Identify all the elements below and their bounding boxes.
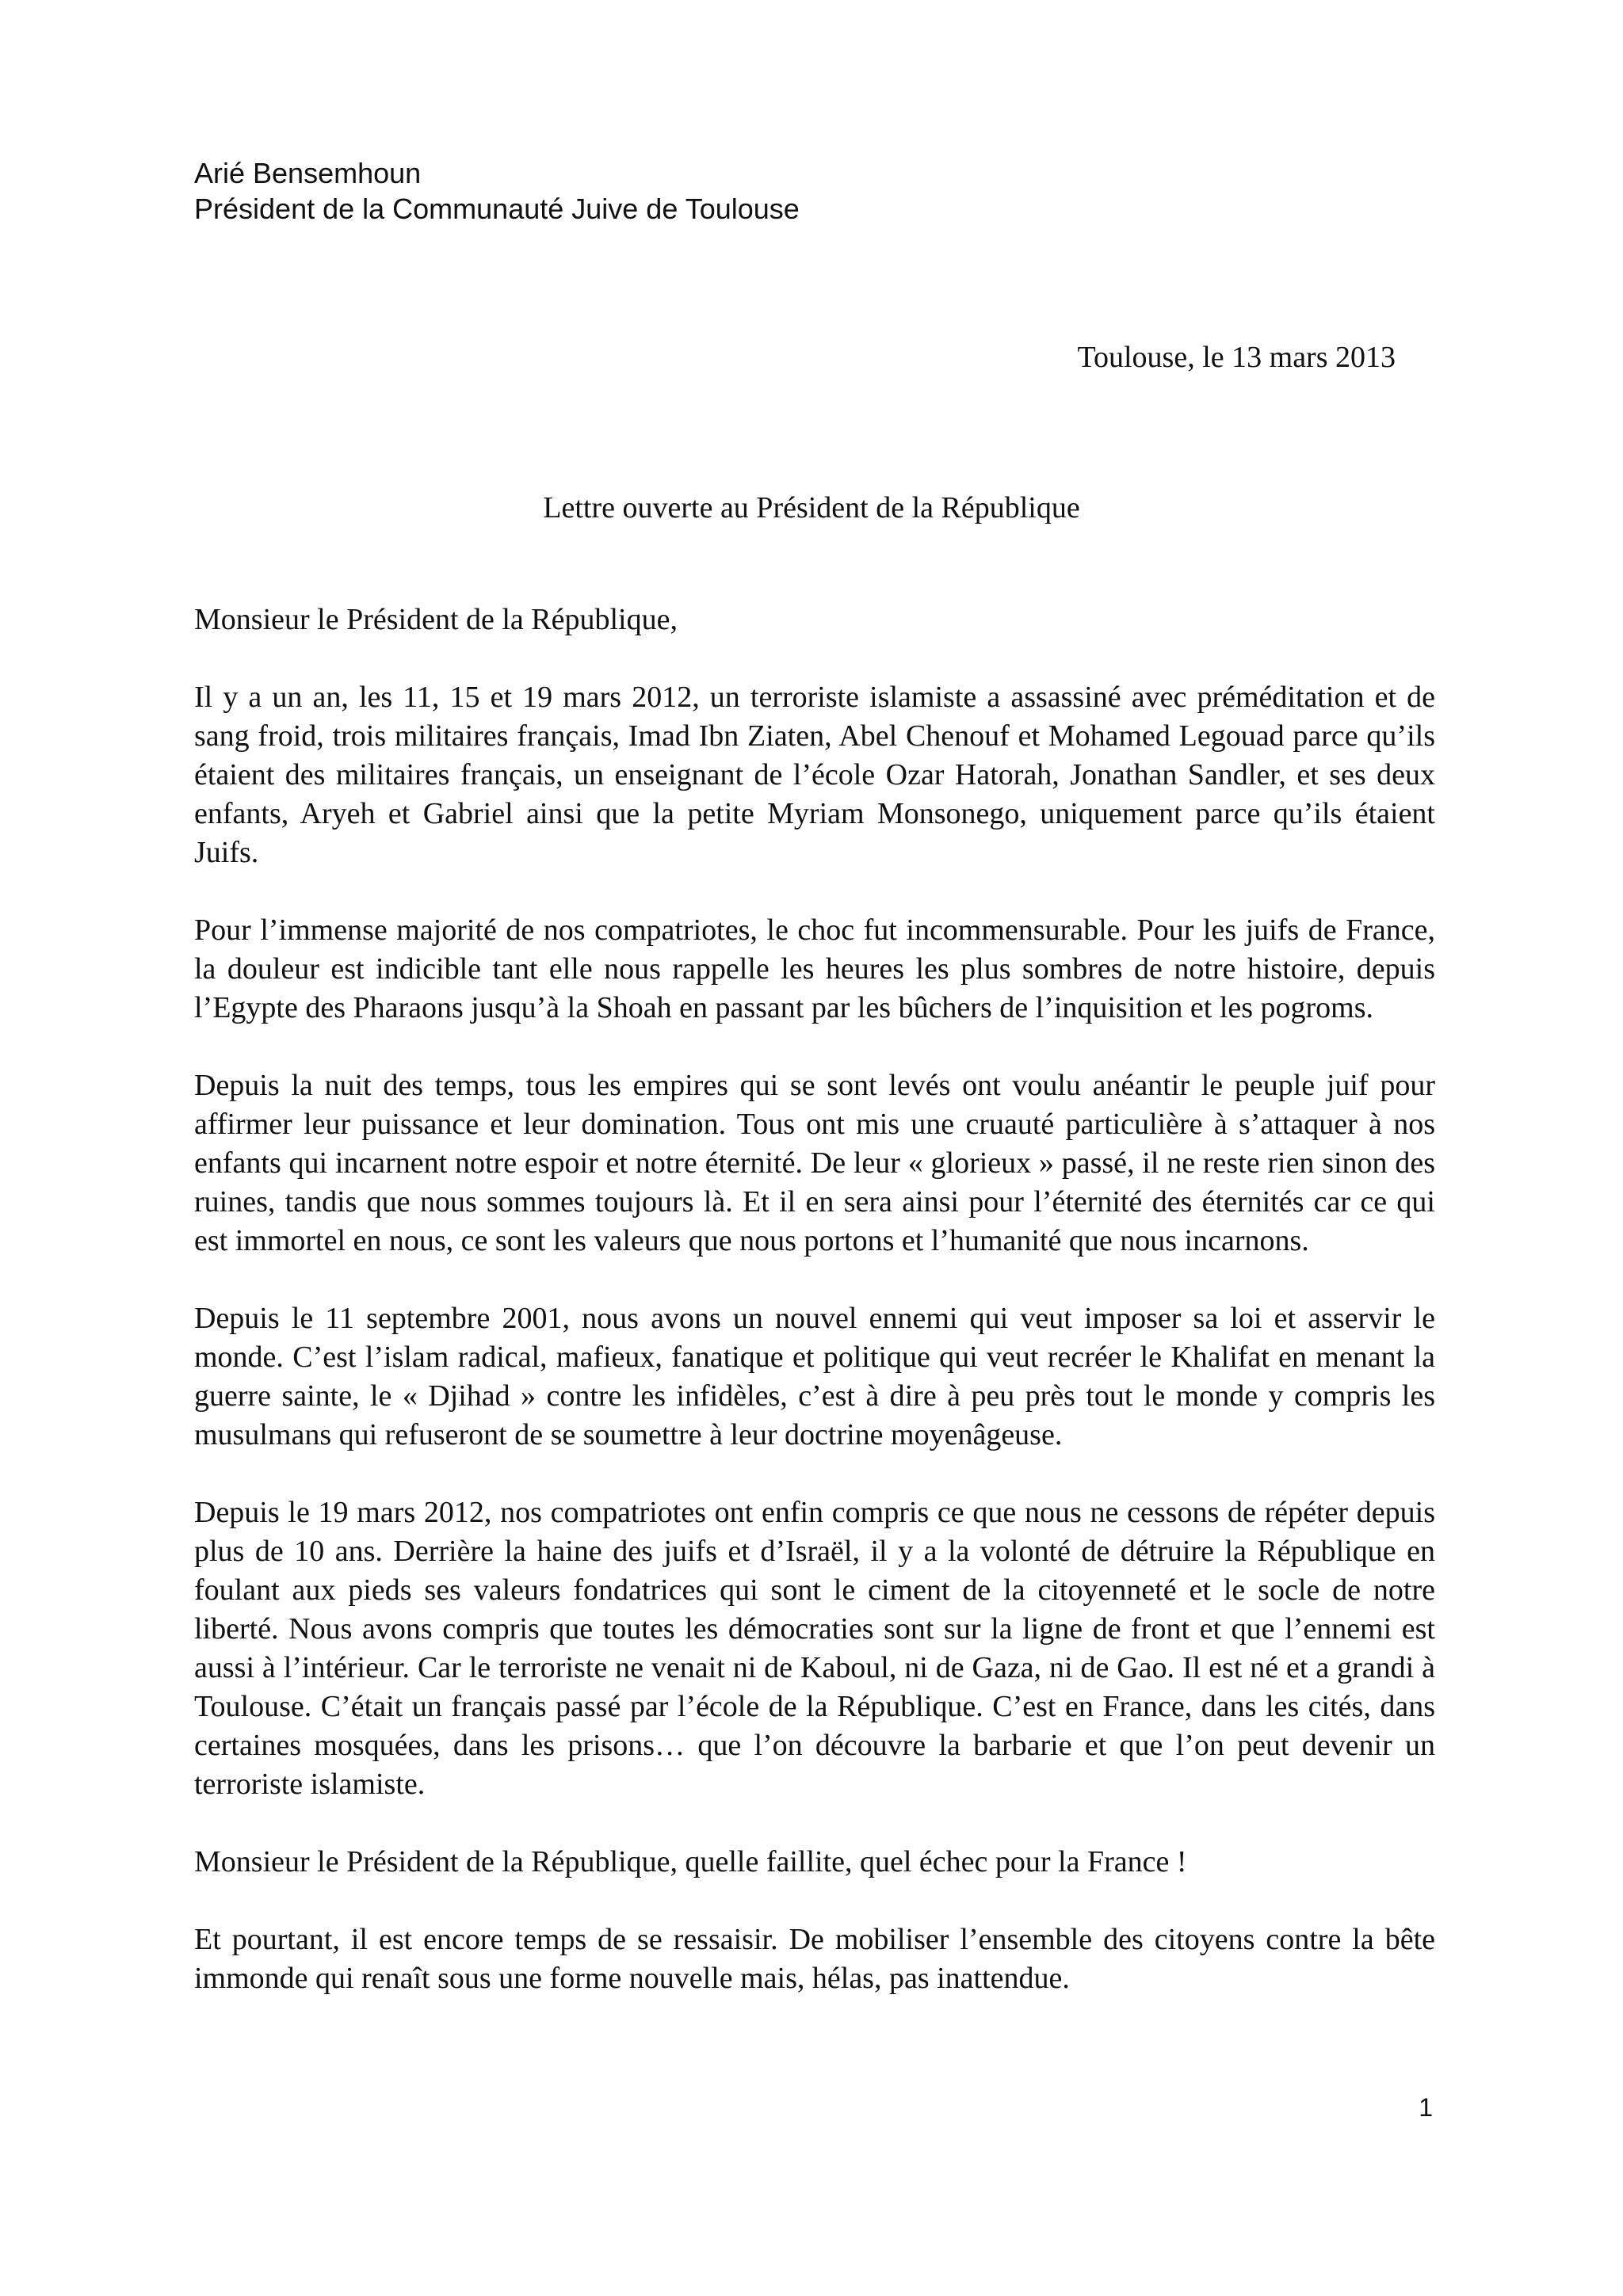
salutation: Monsieur le Président de la République,: [194, 603, 678, 636]
paragraph-3: Depuis la nuit des temps, tous les empires qui se sont levés ont voulu anéantir le peuple juif pour affirmer leur puissance et leur domination. Tous ont mis une cruauté particulière à s’attaquer à nos enfants qui incarnent notre espoir et notre éternité. De leur « glorieux » passé, il ne reste rien sinon des ruines, tandis que nous sommes toujours là. Et il en sera ainsi pour l’éternité des éternités car ce qui est immortel en nous, ce sont les valeurs que nous portons et l’humanité que nous incarnons.: [194, 1069, 1435, 1257]
sender-name: Arié Bensemhoun: [194, 157, 422, 189]
date-line: Toulouse, le 13 mars 2013: [1077, 341, 1396, 374]
sender-role: Président de la Communauté Juive de Toulouse: [194, 193, 800, 225]
paragraph-4: Depuis le 11 septembre 2001, nous avons un nouvel ennemi qui veut imposer sa loi et asservir le monde. C’est l’islam radical, mafieux, fanatique et politique qui veut recréer le Khalifat en menant la guerre sainte, le « Djihad » contre les infidèles, c’est à dire à peu près tout le monde y compris les musulmans qui refuseront de se soumettre à leur doctrine moyenâgeuse.: [194, 1302, 1435, 1451]
page-number: 1: [1419, 2093, 1433, 2122]
letter-title: Lettre ouverte au Président de la République: [543, 491, 1080, 524]
paragraph-7: Et pourtant, il est encore temps de se ressaisir. De mobiliser l’ensemble des citoyens contre la bête immonde qui renaît sous une forme nouvelle mais, hélas, pas inattendue.: [194, 1923, 1435, 1995]
letter-body: [194, 601, 1435, 2037]
sender-block: [194, 155, 800, 227]
paragraph-5: Depuis le 19 mars 2012, nos compatriotes ont enfin compris ce que nous ne cessons de répéter depuis plus de 10 ans. Derrière la haine des juifs et d’Israël, il y a la volonté de détruire la République en foulant aux pieds ses valeurs fondatrices qui sont le ciment de la citoyenneté et le socle de notre liberté. Nous avons compris que toutes les démocraties sont sur la ligne de front et que l’ennemi est aussi à l’intérieur. Car le terroriste ne venait ni de Kaboul, ni de Gaza, ni de Gao. Il est né et a grandi à Toulouse. C’était un français passé par l’école de la République. C’est en France, dans les cités, dans certaines mosquées, dans les prisons… que l’on découvre la barbarie et que l’on peut devenir un terroriste islamiste.: [194, 1496, 1435, 1801]
paragraph-1: Il y a un an, les 11, 15 et 19 mars 2012, un terroriste islamiste a assassiné avec préméditation et de sang froid, trois militaires français, Imad Ibn Ziaten, Abel Chenouf et Mohamed Legouad parce qu’ils étaient des militaires français, un enseignant de l’école Ozar Hatorah, Jonathan Sandler, et ses deux enfants, Aryeh et Gabriel ainsi que la petite Myriam Monsonego, uniquement parce qu’ils étaient Juifs.: [194, 681, 1435, 869]
paragraph-6: Monsieur le Président de la République, quelle faillite, quel échec pour la France !: [194, 1845, 1187, 1878]
paragraph-2: Pour l’immense majorité de nos compatriotes, le choc fut incommensurable. Pour les juifs de France, la douleur est indicible tant elle nous rappelle les heures les plus sombres de notre histoire, depuis l’Egypte des Pharaons jusqu’à la Shoah en passant par les bûchers de l’inquisition et les pogroms.: [194, 913, 1435, 1024]
